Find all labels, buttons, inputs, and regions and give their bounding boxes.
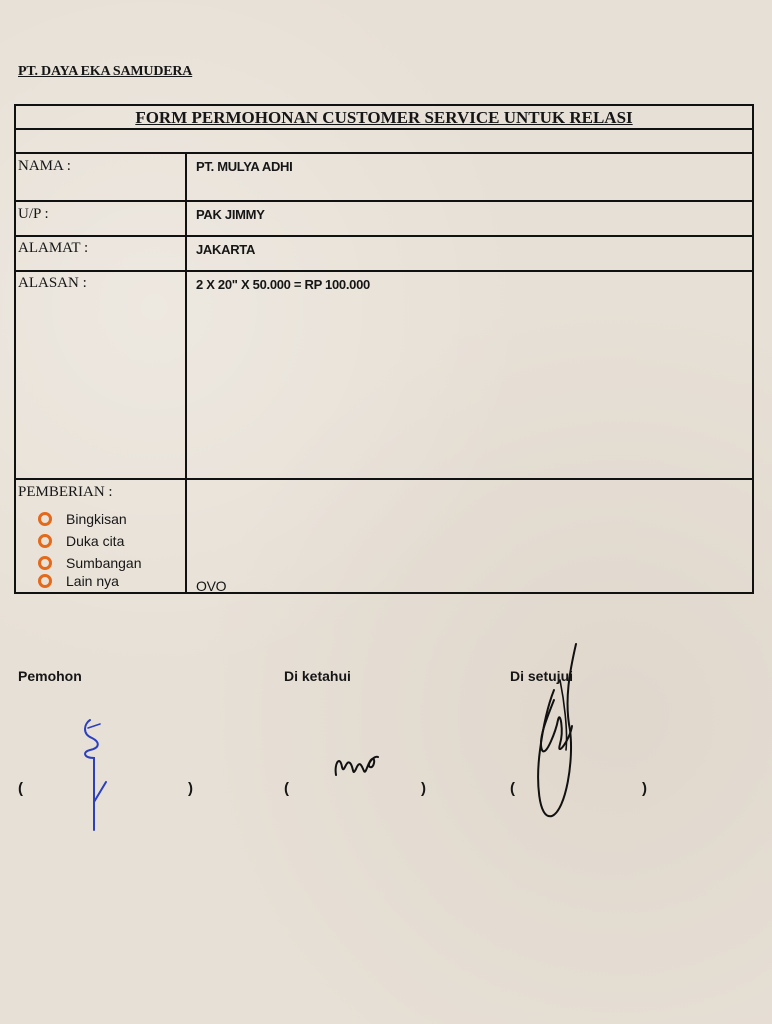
radio-circle-icon (38, 512, 52, 526)
option-label: Sumbangan (66, 555, 142, 571)
pemberian-value: OVO (196, 578, 227, 594)
radio-circle-icon (38, 534, 52, 548)
row-divider-up (16, 235, 752, 237)
nama-label: NAMA : (18, 158, 71, 174)
request-form (14, 104, 754, 594)
alasan-value: 2 X 20" X 50.000 = RP 100.000 (196, 277, 370, 292)
up-label: U/P : (18, 206, 49, 222)
disetujui-open-paren: ( (510, 780, 515, 797)
diketahui-label: Di ketahui (284, 668, 351, 684)
option-lain-nya[interactable] (38, 572, 119, 590)
option-label: Duka cita (66, 533, 125, 549)
disetujui-label: Di setujui (510, 668, 574, 684)
option-duka-cita[interactable] (38, 532, 124, 550)
option-label: Lain nya (66, 573, 119, 589)
option-label: Bingkisan (66, 511, 127, 527)
radio-circle-icon (38, 556, 52, 570)
disetujui-close-paren: ) (642, 780, 647, 797)
nama-value: PT. MULYA ADHI (196, 159, 293, 174)
alamat-label: ALAMAT : (18, 240, 89, 256)
row-divider-nama (16, 200, 752, 202)
diketahui-signature (330, 745, 390, 785)
company-name: PT. DAYA EKA SAMUDERA (18, 64, 193, 79)
option-sumbangan[interactable] (38, 554, 142, 572)
header-divider (16, 152, 752, 154)
title-divider (16, 128, 752, 130)
alamat-value: JAKARTA (196, 242, 256, 257)
disetujui-signature (530, 640, 590, 820)
pemohon-close-paren: ) (188, 780, 193, 797)
pemohon-open-paren: ( (18, 780, 23, 797)
diketahui-close-paren: ) (421, 780, 426, 797)
option-bingkisan[interactable] (38, 510, 127, 528)
radio-circle-icon (38, 574, 52, 588)
diketahui-open-paren: ( (284, 780, 289, 797)
row-divider-alasan (16, 478, 752, 480)
pemohon-label: Pemohon (18, 668, 82, 684)
row-divider-alamat (16, 270, 752, 272)
pemberian-label: PEMBERIAN : (18, 484, 113, 500)
alasan-label: ALASAN : (18, 275, 87, 291)
pemohon-signature (70, 712, 120, 837)
column-divider (185, 152, 187, 592)
up-value: PAK JIMMY (196, 207, 265, 222)
form-title: FORM PERMOHONAN CUSTOMER SERVICE UNTUK RELASI (135, 108, 633, 127)
